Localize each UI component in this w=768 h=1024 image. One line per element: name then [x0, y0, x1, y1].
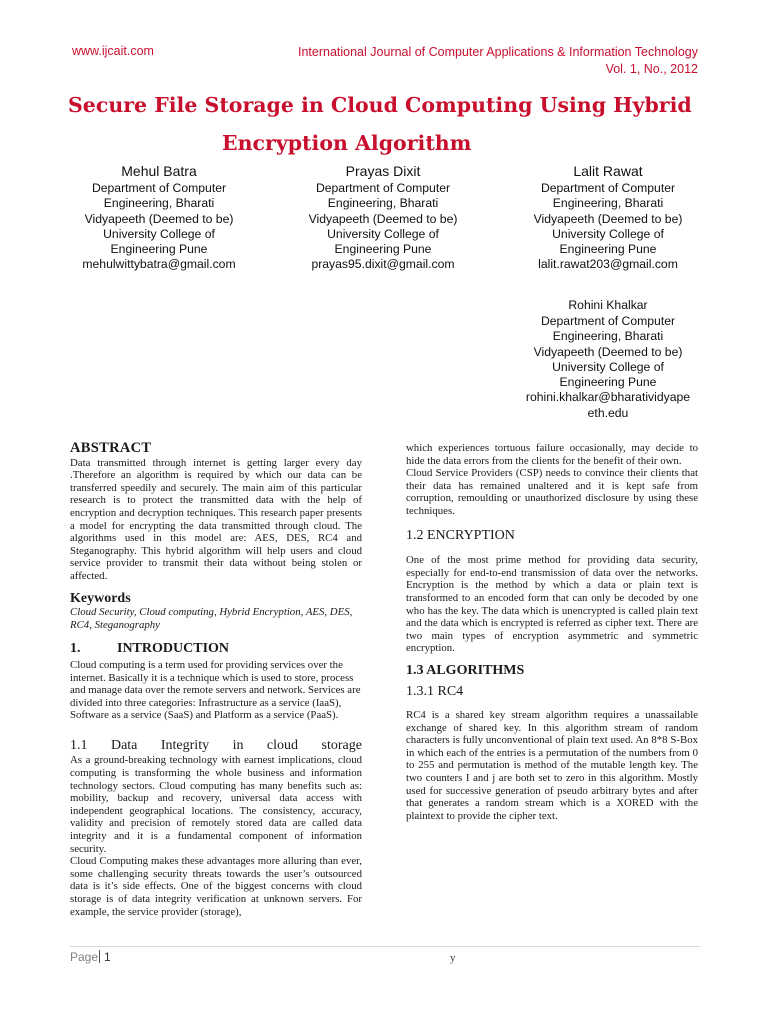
heading-word: cloud: [266, 737, 299, 753]
author-email: rohini.khalkar@bharatividyape: [525, 390, 691, 405]
heading-word: in: [232, 737, 244, 753]
author-email: mehulwittybatra@gmail.com: [82, 257, 236, 272]
journal-info: [298, 44, 698, 78]
author-affiliation-line: Vidyapeeth (Deemed to be): [533, 211, 683, 226]
section-1-1-paragraph: Cloud Computing makes these advantages more alluring than ever, some challenging security threats towards the user’s outsourced data is it’s side effects. One of the biggest concerns with cloud storage is of data integrity verification at unknown servers. For example, the service provider (storage),: [70, 855, 362, 918]
author-name: Rohini Khalkar: [568, 298, 648, 312]
author-affiliation-line: University College of: [327, 226, 439, 241]
author-affiliation-line: Engineering, Bharati: [552, 196, 664, 211]
section-1-1-paragraph: which experiences tortuous failure occasionally, may decide to hide the data errors from the clients for the benefit of their own.: [406, 442, 698, 467]
author-affiliation-line: Vidyapeeth (Deemed to be): [533, 344, 683, 359]
section-1-3-1-text: RC4 is a shared key stream algorithm requires a unassailable exchange of shared key. In this algorithm stream of random characters is fully unconventional of plain text used. An 8*8 S-Box in which each of the entries is a permutation of the numbers from 0 to 255 and permutation is method of the mutable length key. The two counters I and j are both set to zero in this algorithm. Mostly used for successive generation of pseudo arbitrary bytes and after that generates a random stream which is a XORED with the plaintext to provide the cipher text.: [406, 709, 698, 822]
author-affiliation-line: Department of Computer: [91, 181, 227, 195]
journal-website: www.ijcait.com: [72, 44, 154, 58]
author-affiliation-line: Department of Computer: [540, 314, 676, 328]
keywords-text: Cloud Security, Cloud computing, Hybrid Encryption, AES, DES, RC4, Steganography: [70, 606, 353, 631]
author-name: Lalit Rawat: [573, 163, 643, 179]
paper-title-line-2: Encryption Algorithm: [222, 131, 472, 155]
section-1-1-paragraph: Cloud Service Providers (CSP) needs to convince their clients that their data has remained unaltered and it is kept safe from corruption, remoulding or unauthorized disclosure by using these techniques.: [406, 467, 698, 517]
author-affiliation-line: Engineering Pune: [559, 375, 657, 390]
author-affiliation-line: University College of: [103, 226, 215, 241]
author-affiliation-line: Vidyapeeth (Deemed to be): [308, 211, 458, 226]
journal-name: International Journal of Computer Applications & Information Technology: [297, 45, 698, 59]
introduction-text: Cloud computing is a term used for providing services over the internet. Basically it is a technique which is used to store, process and manage data over the remote servers and network. Services are divided into three categories: Infrastructure as a service (IaaS), Software as a service (SaaS) and Platform as a service (PaaS).: [70, 658, 361, 722]
heading-word: storage: [321, 737, 362, 753]
page-separator: [99, 950, 100, 963]
author-email: eth.edu: [587, 405, 629, 420]
author-email: prayas95.dixit@gmail.com: [311, 257, 455, 272]
author-affiliation-line: Engineering Pune: [334, 242, 432, 257]
section-1-1-paragraph: As a ground-breaking technology with earnest implications, cloud computing is transforming the whole business and information technology sectors. Cloud computing has many benefits such as: mobility, backup and recovery, universal data access with independent geographical locations. The consistency, accuracy, validity and precision of remotely stored data are called data integrity and it is a fundamental component of information security.: [70, 754, 362, 855]
author-block: [508, 162, 708, 273]
author-affiliation-line: Department of Computer: [315, 181, 451, 195]
author-block: [283, 162, 483, 273]
author-name: Prayas Dixit: [345, 163, 421, 179]
section-1-2-heading: 1.2 ENCRYPTION: [406, 527, 515, 543]
keywords-heading: Keywords: [70, 590, 131, 606]
section-number: 1.: [70, 641, 81, 657]
author-affiliation-line: University College of: [552, 226, 664, 241]
left-column: [70, 440, 362, 918]
author-affiliation-line: Engineering, Bharati: [103, 196, 215, 211]
author-affiliation-line: Department of Computer: [540, 181, 676, 195]
author-affiliation-line: Vidyapeeth (Deemed to be): [84, 211, 234, 226]
heading-word: 1.1: [70, 737, 88, 753]
page-number: 1: [104, 950, 111, 964]
author-block: [59, 162, 259, 273]
section-1-3-1-heading: 1.3.1 RC4: [406, 683, 464, 699]
author-affiliation-line: Engineering, Bharati: [327, 196, 439, 211]
paper-title: [68, 86, 698, 162]
journal-volume: Vol. 1, No., 2012: [605, 62, 698, 76]
heading-word: Integrity: [160, 737, 210, 753]
author-affiliation-line: Engineering Pune: [110, 242, 208, 257]
author-email: lalit.rawat203@gmail.com: [538, 257, 678, 272]
footer-divider: [70, 946, 700, 947]
abstract-heading: ABSTRACT: [70, 440, 152, 456]
author-name: Mehul Batra: [121, 163, 197, 179]
heading-word: Data: [110, 737, 138, 753]
footer-mark: y: [450, 952, 456, 964]
author-affiliation-line: University College of: [552, 359, 664, 374]
section-1-1-heading: [70, 737, 362, 753]
author-block: [508, 297, 708, 421]
paper-title-line-1: Secure File Storage in Cloud Computing Using Hybrid: [68, 93, 692, 117]
right-column: [406, 442, 698, 822]
author-affiliation-line: Engineering Pune: [559, 242, 657, 257]
section-title: INTRODUCTION: [117, 641, 230, 657]
page-indicator: [70, 950, 111, 964]
section-1-2-text: One of the most prime method for providing data security, especially for end-to-end transmission of data over the networks. Encryption is the method by which a data or plain text is transformed to an encoded form that can only be decoded by one who has the key. The data which is unencrypted is called plain text and the data which is encrypted is referred as cipher text. There are two main types of encryption asymmetric and symmetric encryption.: [406, 554, 698, 655]
introduction-heading: [70, 643, 362, 656]
abstract-text: Data transmitted through internet is getting larger every day .Therefore an algorithm is required by which our data can be transferred speedily and securely. The main aim of this particular research is to protect the transmitted data with the help of encryption and decryption techniques. This research paper presents a model for encrypting the data transmitted through cloud. The algorithms used in this model are: AES, DES, RC4 and Steganography. This hybrid algorithm will help users and cloud service provider to transmit their data without being stolen or affected.: [70, 456, 362, 582]
section-1-3-heading: 1.3 ALGORITHMS: [406, 662, 525, 678]
author-affiliation-line: Engineering, Bharati: [552, 329, 664, 344]
page-label: Page: [70, 950, 99, 964]
